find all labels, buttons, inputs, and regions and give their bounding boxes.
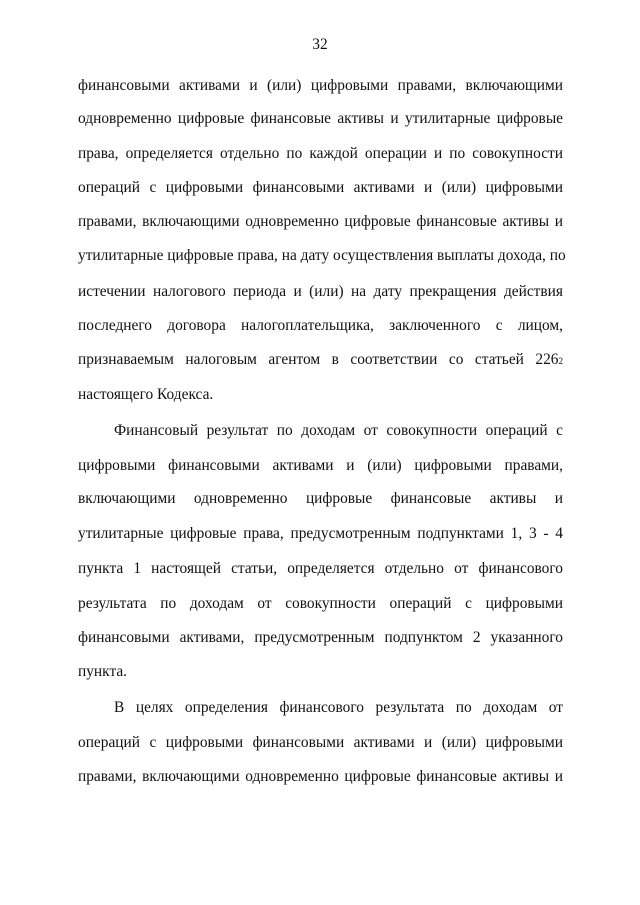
paragraph-2-line-5: пункта 1 настоящей статьи, определяется отдельно от финансового [78, 560, 563, 577]
paragraph-2-line-7: финансовыми активами, предусмотренным подпунктом 2 указанного [78, 629, 563, 646]
paragraph-1-line-6: утилитарные цифровые права, на дату осуществления выплаты дохода, по [78, 247, 566, 264]
paragraph-1-line-8: последнего договора налогоплательщика, заключенного с лицом, [78, 317, 563, 334]
paragraph-2-line-6: результата по доходам от совокупности операций с цифровыми [78, 595, 563, 612]
paragraph-2-line-2: цифровыми финансовыми активами и (или) цифровыми правами, [78, 457, 563, 474]
paragraph-3-line-3: правами, включающими одновременно цифровые финансовые активы и [78, 768, 563, 785]
paragraph-2-line-1: Финансовый результат по доходам от совокупности операций с [114, 422, 563, 439]
paragraph-3-line-2: операций с цифровыми финансовыми активами и (или) цифровыми [78, 734, 563, 751]
page-number: 32 [312, 36, 328, 53]
paragraph-1-line-7: истечении налогового периода и (или) на дату прекращения действия [78, 283, 563, 300]
paragraph-1-line-1: финансовыми активами и (или) цифровыми правами, включающими [78, 77, 563, 94]
paragraph-3-line-1: В целях определения финансового результата по доходам от [114, 699, 563, 716]
paragraph-1-line-3: права, определяется отдельно по каждой операции и по совокупности [78, 145, 563, 162]
paragraph-1-line-4: операций с цифровыми финансовыми активами и (или) цифровыми [78, 179, 563, 196]
paragraph-1-line-2: одновременно цифровые финансовые активы и утилитарные цифровые [78, 110, 563, 127]
paragraph-1-line-10: настоящего Кодекса. [78, 386, 214, 403]
paragraph-1-line-5: правами, включающими одновременно цифровые финансовые активы и [78, 213, 563, 230]
paragraph-1-line-9: признаваемым налоговым агентом в соответствии со статьей 226 2 [78, 351, 563, 368]
paragraph-1-line-9-text: признаваемым налоговым агентом в соответствии со статьей 226 [78, 351, 559, 368]
paragraph-2-line-8: пункта. [78, 663, 128, 680]
paragraph-2-line-4: утилитарные цифровые права, предусмотренным подпунктами 1, 3 - 4 [78, 525, 563, 542]
paragraph-2-line-3: включающими одновременно цифровые финансовые активы и [78, 490, 563, 507]
